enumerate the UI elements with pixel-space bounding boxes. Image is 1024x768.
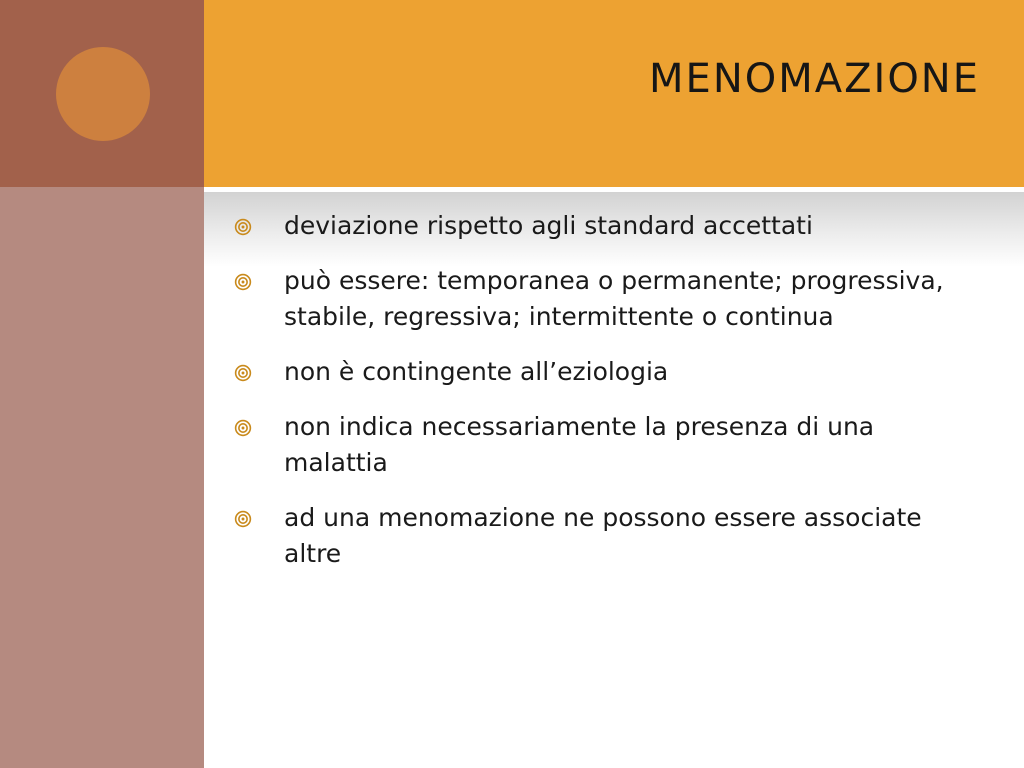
concentric-circle-bullet-icon	[234, 510, 252, 528]
bullet-item	[234, 500, 974, 572]
concentric-circle-bullet-icon	[234, 273, 252, 291]
header-band	[204, 0, 1024, 187]
concentric-circle-bullet-icon	[234, 364, 252, 382]
bullet-text: non indica necessariamente la presenza di una malattia	[284, 412, 875, 477]
bullet-item	[234, 263, 974, 335]
bullet-text: deviazione rispetto agli standard accettati	[284, 211, 813, 240]
slide-title: MENOMAZIONE	[649, 56, 980, 102]
concentric-circle-bullet-icon	[234, 218, 252, 236]
bullet-item	[234, 208, 974, 244]
concentric-circle-bullet-icon	[234, 419, 252, 437]
bullet-text: ad una menomazione ne possono essere associate altre	[284, 503, 922, 568]
left-bottom-block	[0, 187, 204, 768]
slide-body	[234, 208, 974, 591]
bullet-item	[234, 409, 974, 481]
bullet-list	[234, 208, 974, 572]
decorative-circle	[56, 47, 150, 141]
bullet-item	[234, 354, 974, 390]
bullet-text: può essere: temporanea o permanente; progressiva, stabile, regressiva; intermittente o continua	[284, 266, 944, 331]
bullet-text: non è contingente all’eziologia	[284, 357, 669, 386]
